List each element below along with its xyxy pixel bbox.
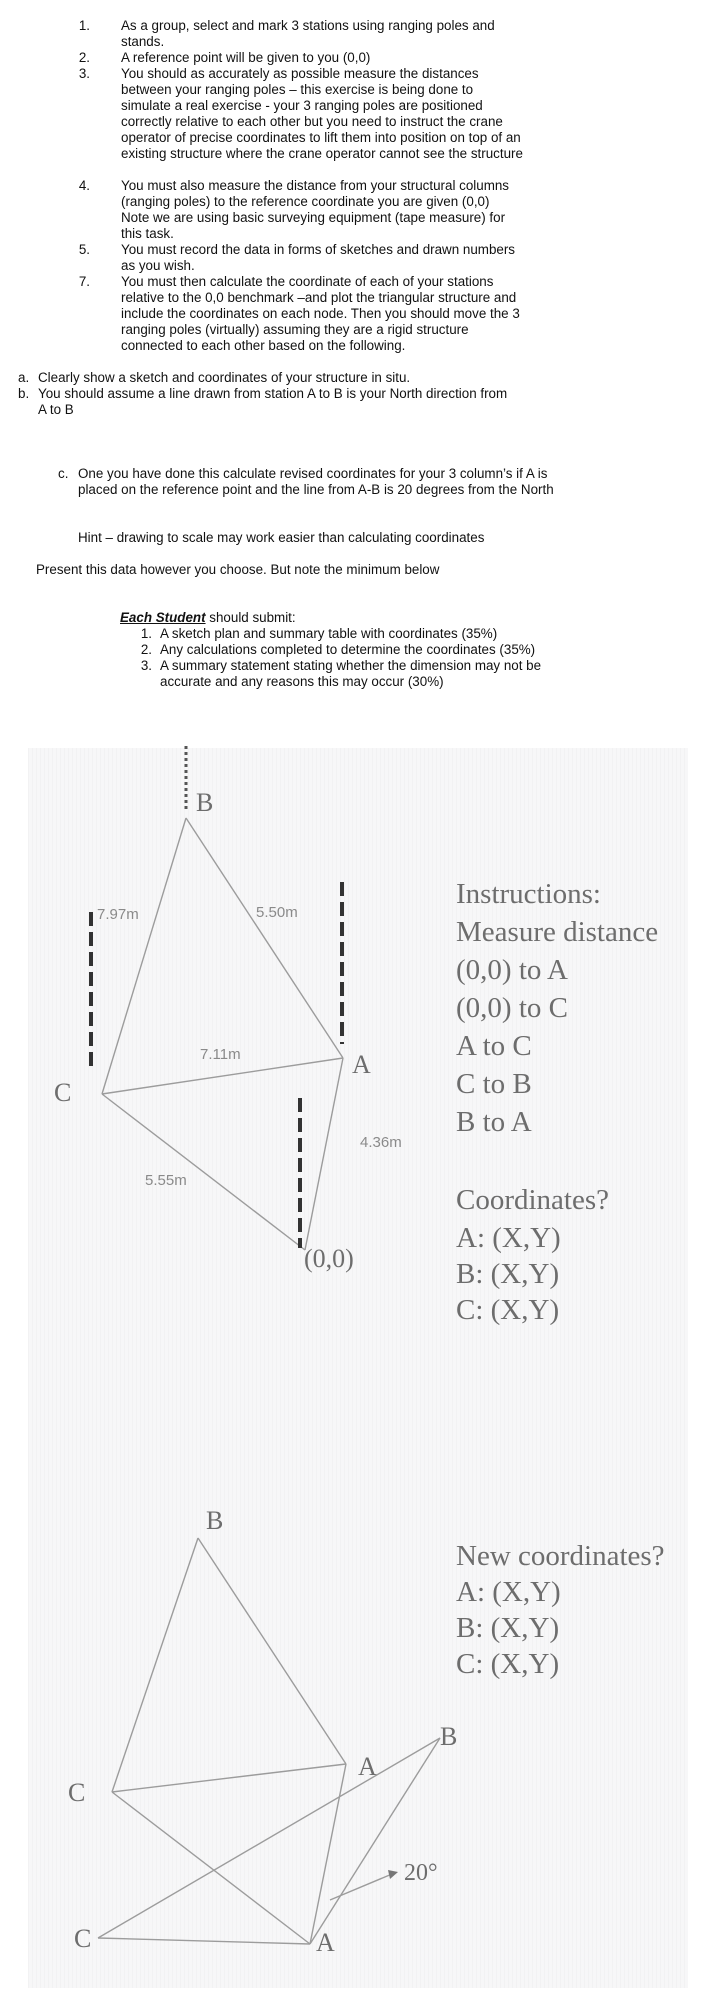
item-text: Clearly show a sketch and coordinates of your structure in situ. (38, 370, 411, 385)
line-a1-a2 (310, 1764, 346, 1944)
distance-a-origin: 4.36m (360, 1134, 402, 1151)
line-c2-a2 (98, 1938, 310, 1944)
coords-title: Coordinates? (456, 1184, 610, 1216)
new-coords-title: New coordinates? (456, 1540, 665, 1572)
hint-text: Hint – drawing to scale may work easier than calculating coordinates (78, 530, 485, 545)
node-c2-label: C (74, 1924, 92, 1953)
item-letter: a. (18, 370, 30, 385)
step-number: 3. (78, 66, 90, 81)
item-letter: b. (18, 386, 30, 401)
submission-number: 1. (140, 626, 152, 641)
item-c-letter: c. (58, 466, 69, 481)
distance-b-a: 5.50m (256, 904, 298, 921)
step-number: 5. (78, 242, 90, 257)
node-b1-label: B (206, 1506, 224, 1535)
step-text: You must also measure the distance from your structural columns (ranging poles) to the reference coordinate you are given (0,0) Note we are using basic surveying equipment (tape measure) for this task. (121, 178, 510, 241)
instruction-line: (0,0) to C (456, 992, 568, 1024)
angle-pointer (330, 1874, 392, 1900)
line-c-origin (102, 1094, 305, 1250)
instruction-line: Measure distance (456, 916, 659, 948)
step-text: As a group, select and mark 3 stations using ranging poles and stands. (121, 18, 495, 49)
line-c1-a1 (112, 1764, 346, 1792)
node-a1-label: A (358, 1752, 377, 1781)
item-text: You should assume a line drawn from station A to B is your North direction from A to B (38, 386, 508, 417)
coord-line: C: (X,Y) (456, 1294, 560, 1326)
step-text: You must record the data in forms of sketches and drawn numbers as you wish. (121, 242, 515, 273)
step-number: 7. (78, 274, 90, 289)
submission-text: A sketch plan and summary table with coordinates (35%) (160, 626, 498, 641)
present-note: Present this data however you choose. But note the minimum below (36, 562, 440, 577)
line-b-a (186, 818, 343, 1058)
line-c1-a2 (112, 1792, 310, 1944)
node-c1-label: C (68, 1778, 86, 1807)
angle-arrowhead (388, 1870, 398, 1879)
node-a-label: A (352, 1050, 371, 1079)
line-c-b (102, 818, 186, 1094)
instruction-line: B to A (456, 1106, 532, 1138)
submission-heading-rest: should submit: (205, 610, 296, 625)
node-b2-label: B (440, 1722, 458, 1751)
coord-line: B: (X,Y) (456, 1258, 560, 1290)
submission-text: Any calculations completed to determine the coordinates (35%) (160, 642, 536, 657)
instructions-title: Instructions: (456, 878, 601, 910)
new-coord-line: A: (X,Y) (456, 1576, 561, 1608)
submission-heading-bold: Each Student (120, 610, 206, 625)
node-b-label: B (196, 788, 214, 817)
instruction-line: (0,0) to A (456, 954, 568, 986)
instruction-line: C to B (456, 1068, 532, 1100)
distance-c-b: 7.97m (97, 906, 139, 923)
step-text: A reference point will be given to you (0,0) (121, 50, 371, 65)
item-c-text: One you have done this calculate revised coordinates for your 3 column’s if A is placed on the reference point and the line from A-B is 20 degrees from the North (78, 466, 554, 497)
line-b1-a1 (198, 1538, 346, 1764)
node-c-label: C (54, 1078, 72, 1107)
step-number: 4. (78, 178, 90, 193)
angle-label: 20° (404, 1860, 438, 1886)
line-b1-c1 (112, 1538, 198, 1792)
origin-label: (0,0) (304, 1244, 354, 1273)
node-a2-label: A (316, 1928, 335, 1957)
distance-c-a: 7.11m (200, 1046, 241, 1063)
line-c2-b2 (98, 1738, 440, 1938)
line-c-a (102, 1058, 343, 1094)
instruction-line: A to C (456, 1030, 532, 1062)
step-text: You must then calculate the coordinate of each of your stations relative to the 0,0 benchmark –and plot the triangular structure and include the coordinates on each node. Then you should move the 3 ranging poles (virtually) assuming they are a rigid structure connected to each other based on the following. (121, 274, 520, 353)
new-coord-line: C: (X,Y) (456, 1648, 560, 1680)
new-coord-line: B: (X,Y) (456, 1612, 560, 1644)
step-text: You should as accurately as possible measure the distances between your ranging poles – this exercise is being done to simulate a real exercise - your 3 ranging poles are positioned correctly relative to each other but you need to instruct the crane operator of precise coordinates to lift them into position on top of an existing structure where the crane operator cannot see the structure (121, 66, 523, 161)
step-number: 1. (78, 18, 90, 33)
coord-line: A: (X,Y) (456, 1222, 561, 1254)
submission-number: 3. (140, 658, 152, 673)
line-a-origin (305, 1058, 343, 1250)
distance-c-origin: 5.55m (145, 1172, 187, 1189)
submission-text: A summary statement stating whether the dimension may not be accurate and any reasons this may occur (30%) (160, 658, 542, 689)
submission-number: 2. (140, 642, 152, 657)
step-number: 2. (78, 50, 90, 65)
